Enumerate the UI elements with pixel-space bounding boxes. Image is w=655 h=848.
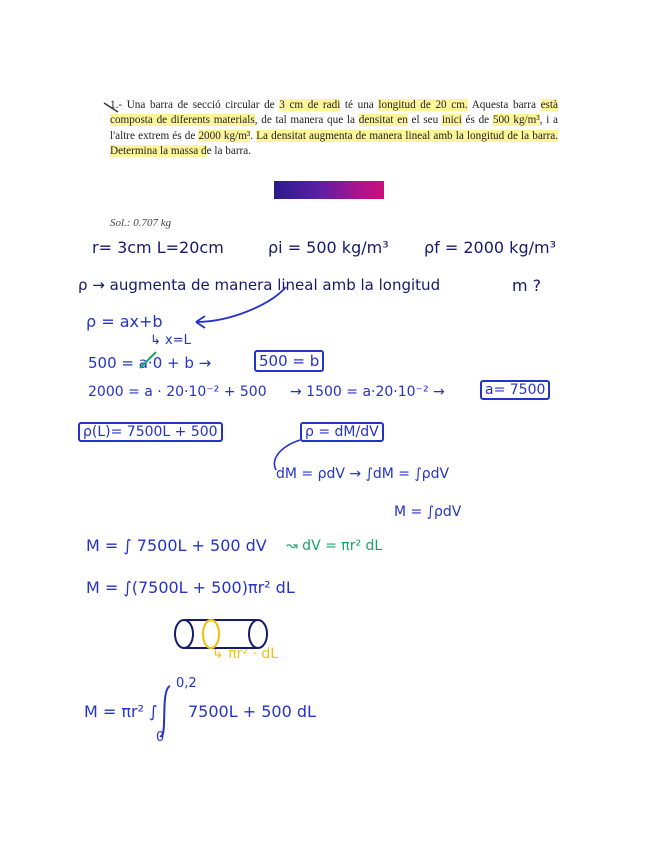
note-eq-a: 2000 = a · 20·10⁻² + 500 [88,384,267,400]
note-eq-b: 500 = a·0 + b → [88,354,212,372]
problem-text: té una [340,99,379,111]
cylinder-slice [203,620,219,648]
problem-text: , i a l'altre extrem és de [110,114,559,142]
problem-text: e la barra. [206,145,252,158]
note-given-r-l: r= 3cm L=20cm [92,238,224,257]
note-density-definition: ρ = dM/dV [300,422,384,442]
problem-text: el seu [407,114,442,127]
note-mass-question: m ? [512,276,542,295]
highlight-density-start: 500 kg/m³ [492,114,540,127]
problem-text: , de tal manera que la [254,114,359,127]
cylinder-body [184,620,258,648]
problem-statement [110,98,558,160]
problem-text: 1.- Una barra de secció circular de [110,99,280,111]
note-linear-statement: ρ → augmenta de manera lineal amb la longitud [78,276,441,294]
problem-text: Aquesta barra [467,99,541,111]
highlight-materials: està composta de diferents materials [110,99,558,127]
note-mass-integral: M = ∫ρdV [394,504,462,520]
note-result-a: a= 7500 [480,380,550,400]
note-solve-a: → 1500 = a·20·10⁻² → [290,384,445,400]
arrow-head [196,316,205,328]
note-mass-integral-dl: M = ∫(7500L + 500)πr² dL [86,578,295,597]
note-upper-limit: 0,2 [176,676,197,691]
cylinder-left-face [175,620,193,648]
integral-sign [160,686,170,736]
note-given-rho-f: ρf = 2000 kg/m³ [424,238,556,257]
highlight-start: inici [441,114,462,127]
note-cross-section: ↳ πr² · dL [212,646,279,662]
note-given-rho-i: ρi = 500 kg/m³ [268,238,389,257]
note-lower-limit: 0 [156,730,165,745]
highlight-density-end: 2000 kg/m³ [198,129,251,142]
highlight-density: densitat en [358,114,408,127]
note-dv-substitution: ↝ dV = πr² dL [286,538,383,554]
note-final-integrand: 7500L + 500 dL [188,702,316,721]
note-mass-integral-dv: M = ∫ 7500L + 500 dV [86,536,267,555]
problem-text: és de [461,114,493,127]
highlight-length: longitud de 20 cm. [378,99,468,111]
note-rho-linear: ρ = ax+b [86,312,163,331]
highlight-radius: 3 cm de radi [279,99,341,111]
gradient-bar [274,181,384,199]
note-x-equals-l: ↳ x=L [150,333,191,348]
note-final-integral: M = πr² ∫ [84,702,158,721]
note-dm-integral: dM = ρdV → ∫dM = ∫ρdV [276,466,450,482]
note-result-b: 500 = b [254,350,324,372]
note-density-function: ρ(L)= 7500L + 500 [78,422,223,442]
solution-text: Sol.: 0.707 kg [110,217,172,229]
problem-text: . [250,129,257,142]
cylinder-right-face [249,620,267,648]
highlight-linear: La densitat augmenta de manera lineal amb la longitud de la barra. Determina la massa d [110,129,559,158]
